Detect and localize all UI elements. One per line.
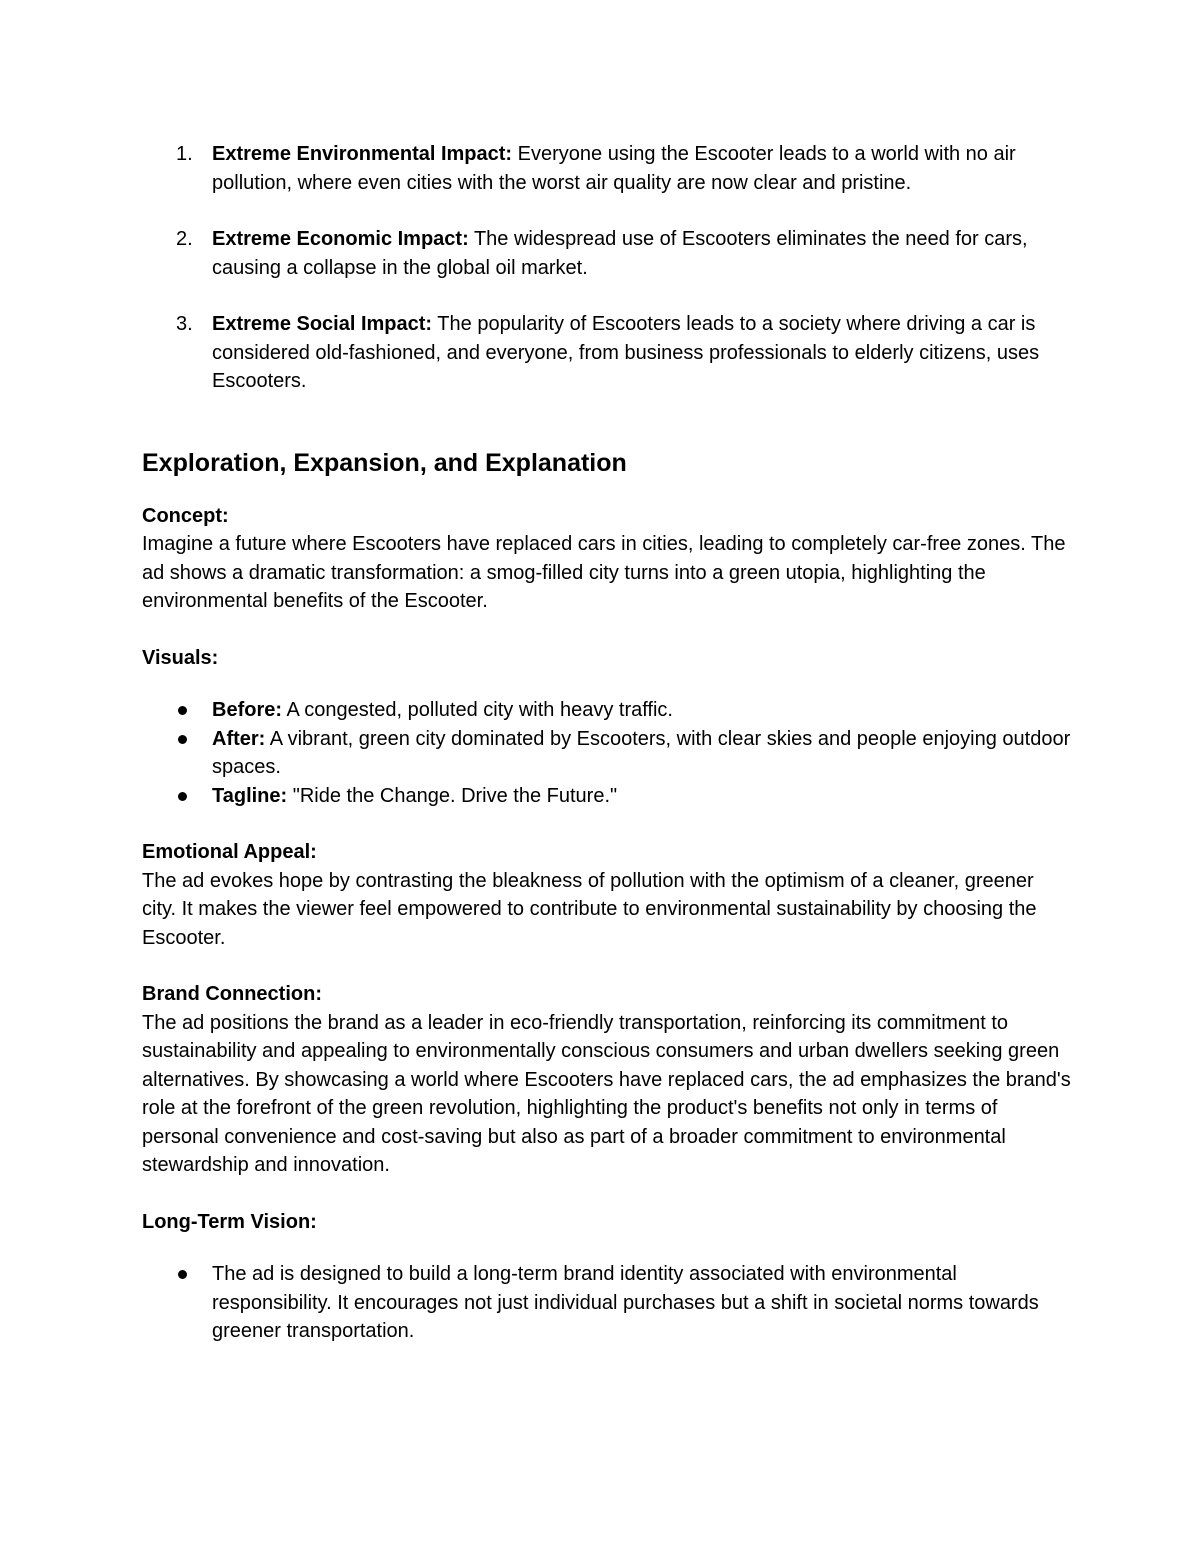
visuals-item-text: "Ride the Change. Drive the Future." [292,784,618,807]
visuals-item-text: A vibrant, green city dominated by Escooters, with clear skies and people enjoying outdoor spaces. [212,727,1071,778]
visuals-list [142,696,1072,810]
visuals-item-title: Tagline: [212,784,288,807]
impact-title: Extreme Social Impact: [212,313,433,335]
list-number: 2. [176,228,193,250]
brand-connection-text: The ad positions the brand as a leader in eco-friendly transportation, reinforcing its commitment to sustainability and appealing to environmentally conscious consumers and urban dwellers seeking green alternatives. By showcasing a world where Escooters have replaced cars, the ad emphasizes the brand's role at the forefront of the green revolution, highlighting the product's benefits not only in terms of personal convenience and cost-saving but also as part of a broader commitment to environmental stewardship and innovation. [142,1011,1071,1176]
impact-item-environmental [142,140,1072,197]
concept-text: Imagine a future where Escooters have replaced cars in cities, leading to completely car-free zones. The ad shows a dramatic transformation: a smog-filled city turns into a green utopia, highlighting the environmental benefits of the Escooter. [142,533,1066,612]
impact-item-economic [142,225,1072,282]
impact-item-social [142,310,1072,396]
impact-title: Extreme Economic Impact: [212,228,469,250]
emotional-appeal-text: The ad evokes hope by contrasting the bleakness of pollution with the optimism of a cleaner, greener city. It makes the viewer feel empowered to contribute to environmental sustainability by choosing the Escooter. [142,869,1037,949]
visuals-section [142,644,1072,811]
bullet-icon [178,1270,187,1279]
document-content [142,140,1072,1374]
long-term-vision-item [142,1260,1072,1346]
bullet-icon [178,735,187,744]
section-heading: Exploration, Expansion, and Explanation [142,448,627,477]
visuals-item-title: Before: [212,699,283,721]
visuals-item-after [142,725,1072,782]
visuals-item-text: A congested, polluted city with heavy traffic. [286,699,673,721]
long-term-vision-list [142,1260,1072,1346]
long-term-vision-label: Long-Term Vision: [142,1210,317,1233]
concept-label: Concept: [142,504,229,527]
emotional-appeal-label: Emotional Appeal: [142,841,317,863]
long-term-vision-text: The ad is designed to build a long-term brand identity associated with environmental responsibility. It encourages not just individual purchases but a shift in societal norms towards greener transportation. [212,1263,1039,1342]
list-number: 1. [176,143,193,165]
visuals-item-title: After: [212,727,266,750]
visuals-item-tagline [142,782,1072,811]
impact-text: The popularity of Escooters leads to a society where driving a car is considered old-fashioned, and everyone, from business professionals to elderly citizens, uses Escooters. [212,313,1040,392]
brand-connection-label: Brand Connection: [142,983,322,1005]
brand-connection-section [142,980,1072,1180]
bullet-icon [178,706,187,715]
impact-title: Extreme Environmental Impact: [212,143,513,165]
visuals-label: Visuals: [142,646,219,669]
concept-section [142,502,1072,616]
list-number: 3. [176,313,193,335]
impact-text: The widespread use of Escooters eliminates the need for cars, causing a collapse in the global oil market. [212,228,1028,279]
bullet-icon [178,792,187,801]
impact-list [142,140,1072,396]
emotional-appeal-section [142,838,1072,952]
visuals-item-before [142,696,1072,725]
long-term-vision-section [142,1208,1072,1346]
impact-text: Everyone using the Escooter leads to a world with no air pollution, where even cities with the worst air quality are now clear and pristine. [212,143,1016,194]
